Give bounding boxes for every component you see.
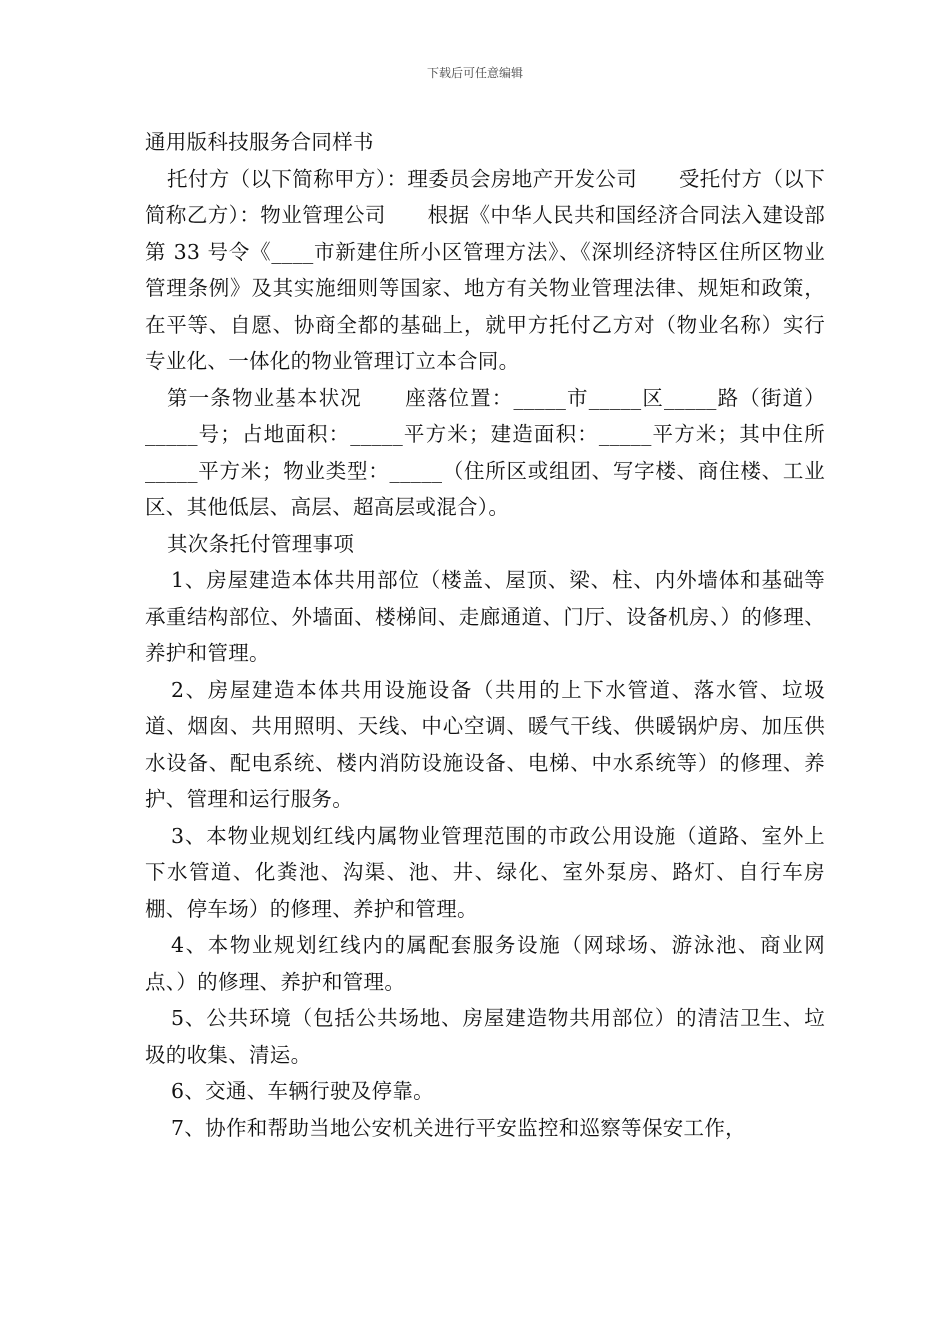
paragraph-item-1: 1、房屋建造本体共用部位（楼盖、屋顶、梁、柱、内外墙体和基础等承重结构部位、外墙面、楼梯间、走廊通道、门厅、设备机房、）的修理、养护和管理。	[145, 568, 825, 665]
paragraph-item-4: 4、本物业规划红线内的属配套服务设施（网球场、游泳池、商业网点、）的修理、养护和管理。	[145, 933, 825, 994]
paragraph-item-3: 3、本物业规划红线内属物业管理范围的市政公用设施（道路、室外上下水管道、化粪池、沟渠、池、井、绿化、室外泵房、路灯、自行车房棚、停车场）的修理、养护和管理。	[145, 823, 825, 921]
paragraph-item-5: 5、公共环境（包括公共场地、房屋建造物共用部位）的清洁卫生、垃圾的收集、清运。	[145, 1006, 825, 1067]
paragraph-preamble: 托付方（以下简称甲方）：理委员会房地产开发公司 受托付方（以下简称乙方）：物业管理公司 根据《中华人民共和国经济合同法入建设部第 33 号令《____市新建住所小区管理方法》、《深圳经济特区住所区物业管理条例》及其实施细则等国家、地方有关物业管理法律、规矩和政策，在平等、自愿、协商全都的基础上，就甲方托付乙方对（物业名称）实行专业化、一体化的物业管理订立本合同。	[145, 166, 825, 373]
paragraph-article-1: 第一条物业基本状况 座落位置：_____市_____区_____路（街道）_____号；占地面积：_____平方米；建造面积：_____平方米；其中住所_____平方米；物业类型：_____（住所区或组团、写字楼、商住楼、工业区、其他低层、高层、超高层或混合）。	[145, 385, 825, 519]
paragraph-article-2-heading: 其次条托付管理事项	[167, 531, 355, 556]
paragraph-item-2: 2、房屋建造本体共用设施设备（共用的上下水管道、落水管、垃圾道、烟囱、共用照明、天线、中心空调、暖气干线、供暖锅炉房、加压供水设备、配电系统、楼内消防设施设备、电梯、中水系统等）的修理、养护、管理和运行服务。	[145, 677, 825, 811]
document-title: 通用版科技服务合同样书	[145, 130, 374, 154]
paragraph-item-6: 6、交通、车辆行驶及停靠。	[171, 1079, 434, 1103]
page-header-note: 下载后可任意编辑	[426, 66, 523, 80]
document-body	[145, 124, 825, 1146]
paragraph-item-7: 7、协作和帮助当地公安机关进行平安监控和巡察等保安工作，	[171, 1115, 746, 1140]
